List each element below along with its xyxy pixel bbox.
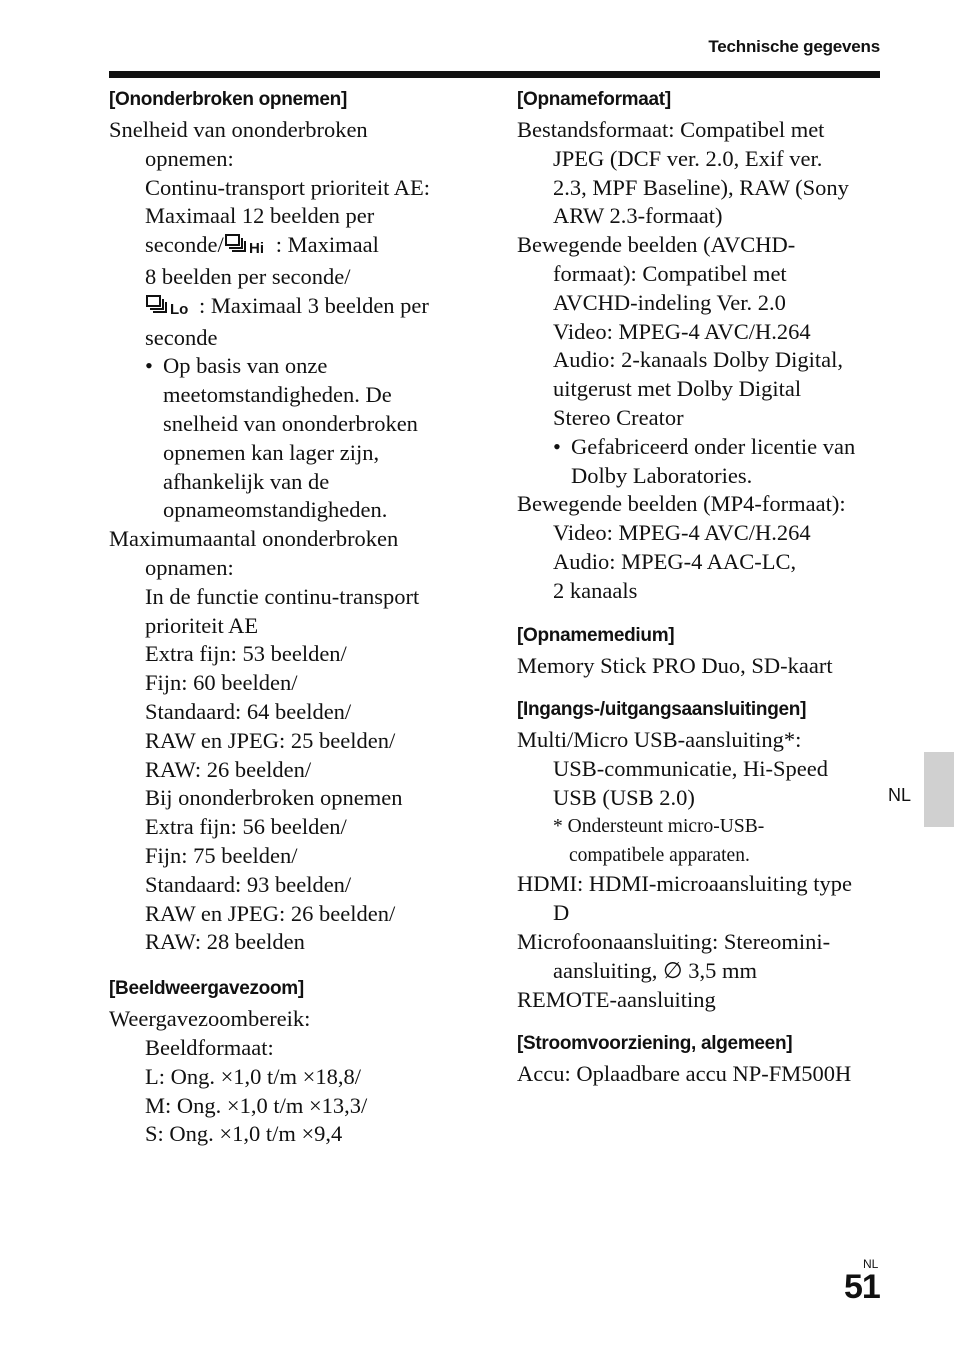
text-line: JPEG (DCF ver. 2.0, Exif ver. (553, 145, 823, 171)
bullet-text-continued: meetomstandigheden. De (163, 382, 392, 408)
text-line: Bestandsformaat: Compatibel met (517, 117, 825, 142)
text-line: RAW en JPEG: 26 beelden/ (145, 900, 396, 926)
text-line: Memory Stick PRO Duo, SD-kaart (517, 652, 833, 678)
svg-text:Lo: Lo (170, 300, 189, 316)
section-heading-zoom: [Beeldweergavezoom] (109, 978, 304, 1000)
text-line: Weergavezoombereik: (109, 1006, 311, 1032)
text-line: RAW: 28 beelden (145, 929, 305, 955)
text-line: Video: MPEG-4 AVC/H.264 (553, 520, 811, 546)
text-line: Audio: MPEG-4 AAC-LC, (553, 548, 797, 574)
text-line: Maximaal 12 beelden per (145, 203, 375, 229)
text-line: Video: MPEG-4 AVC/H.264 (553, 318, 811, 344)
footnote-continued: compatibele apparaten. (569, 844, 750, 866)
bullet-text-continued: Dolby Laboratories. (571, 462, 753, 488)
text-line: Stereo Creator (553, 404, 684, 430)
text-line: prioriteit AE (145, 612, 259, 638)
text-line: opnemen: (145, 145, 234, 171)
text-line: Multi/Micro USB-aansluiting*: (517, 727, 802, 753)
text-line: USB-communicatie, Hi-Speed (553, 756, 828, 782)
right-column (517, 86, 887, 1089)
text-line: AVCHD-indeling Ver. 2.0 (553, 289, 786, 315)
text-line: uitgerust met Dolby Digital (553, 376, 802, 402)
bullet-note (109, 352, 479, 381)
text-line: Bewegende beelden (AVCHD- (517, 232, 796, 258)
text-fragment: : Maximaal 3 beelden per (199, 292, 429, 318)
text-line-with-icon (109, 292, 479, 324)
footnote: * Ondersteunt micro-USB- (553, 815, 765, 837)
text-line: Maximumaantal ononderbroken (109, 526, 399, 552)
bullet-text-continued: snelheid van ononderbroken (163, 410, 418, 436)
text-line: Standaard: 93 beelden/ (145, 871, 352, 897)
language-side-label: NL (888, 785, 912, 805)
text-line: RAW: 26 beelden/ (145, 756, 312, 782)
text-line: opnamen: (145, 554, 234, 580)
text-line: D (553, 900, 570, 926)
text-line: Bij ononderbroken opnemen (145, 785, 403, 811)
text-line: HDMI: HDMI-microaansluiting type (517, 871, 852, 897)
text-line: RAW en JPEG: 25 beelden/ (145, 727, 396, 753)
continuous-shooting-hi-icon (225, 233, 275, 263)
text-line: Beeldformaat: (145, 1034, 274, 1060)
bullet-text-continued: opnameomstandigheden. (163, 497, 388, 523)
bullet: • (145, 353, 153, 379)
text-line: S: Ong. ×1,0 t/m ×9,4 (145, 1121, 343, 1147)
text-line: 2.3, MPF Baseline), RAW (Sony (553, 174, 849, 200)
text-line: Continu-transport prioriteit AE: (145, 174, 430, 200)
bullet: • (553, 433, 561, 459)
text-line: In de functie continu-transport (145, 583, 420, 609)
text-line: seconde (145, 324, 218, 350)
text-line: Bewegende beelden (MP4-formaat): (517, 491, 846, 517)
bullet-text-continued: afhankelijk van de (163, 468, 330, 494)
text-line: ARW 2.3-formaat) (553, 203, 723, 229)
text-line: L: Ong. ×1,0 t/m ×18,8/ (145, 1063, 362, 1089)
text-line: REMOTE-aansluiting (517, 986, 716, 1012)
text-line: aansluiting, ∅ 3,5 mm (553, 957, 757, 983)
language-side-tab (924, 752, 954, 827)
continuous-shooting-lo-icon (146, 294, 198, 324)
text-line: Extra fijn: 53 beelden/ (145, 641, 347, 667)
text-line: Standaard: 64 beelden/ (145, 698, 352, 724)
left-column (109, 86, 479, 1149)
text-line-with-icon (109, 231, 479, 263)
section-heading-continuous: [Ononderbroken opnemen] (109, 89, 347, 110)
bullet-text: Op basis van onze (163, 353, 328, 379)
page-number: 51 (844, 1268, 880, 1306)
section-heading-format: [Opnameformaat] (517, 89, 671, 110)
section-heading-medium: [Opnamemedium] (517, 624, 675, 646)
text-line: 8 beelden per seconde/ (145, 263, 351, 289)
text-line: formaat): Compatibel met (553, 260, 787, 286)
header-rule (109, 71, 880, 78)
text-line: M: Ong. ×1,0 t/m ×13,3/ (145, 1092, 368, 1118)
text-fragment: : Maximaal (275, 232, 379, 258)
text-line: Snelheid van ononderbroken (109, 117, 368, 142)
page-language: NL (863, 1257, 879, 1271)
section-heading-power: [Stroomvoorziening, algemeen] (517, 1033, 793, 1055)
text-line: Audio: 2-kanaals Dolby Digital, (553, 347, 843, 373)
text-line: Accu: Oplaadbare accu NP-FM500H (517, 1061, 852, 1087)
text-line: Fijn: 60 beelden/ (145, 670, 298, 696)
text-line: Microfoonaansluiting: Stereomini- (517, 928, 831, 954)
bullet-text: Gefabriceerd onder licentie van (571, 433, 856, 459)
bullet-text-continued: opnemen kan lager zijn, (163, 439, 380, 465)
bullet-note (517, 433, 887, 462)
text-line: Extra fijn: 56 beelden/ (145, 814, 347, 840)
text-fragment: seconde/ (145, 232, 224, 258)
text-line: 2 kanaals (553, 577, 638, 603)
text-line: USB (USB 2.0) (553, 784, 695, 810)
section-heading-terminals: [Ingangs-/uitgangsaansluitingen] (517, 699, 807, 721)
running-header: Technische gegevens (708, 37, 880, 56)
text-line: Fijn: 75 beelden/ (145, 842, 298, 868)
svg-text:Hi: Hi (248, 240, 264, 256)
